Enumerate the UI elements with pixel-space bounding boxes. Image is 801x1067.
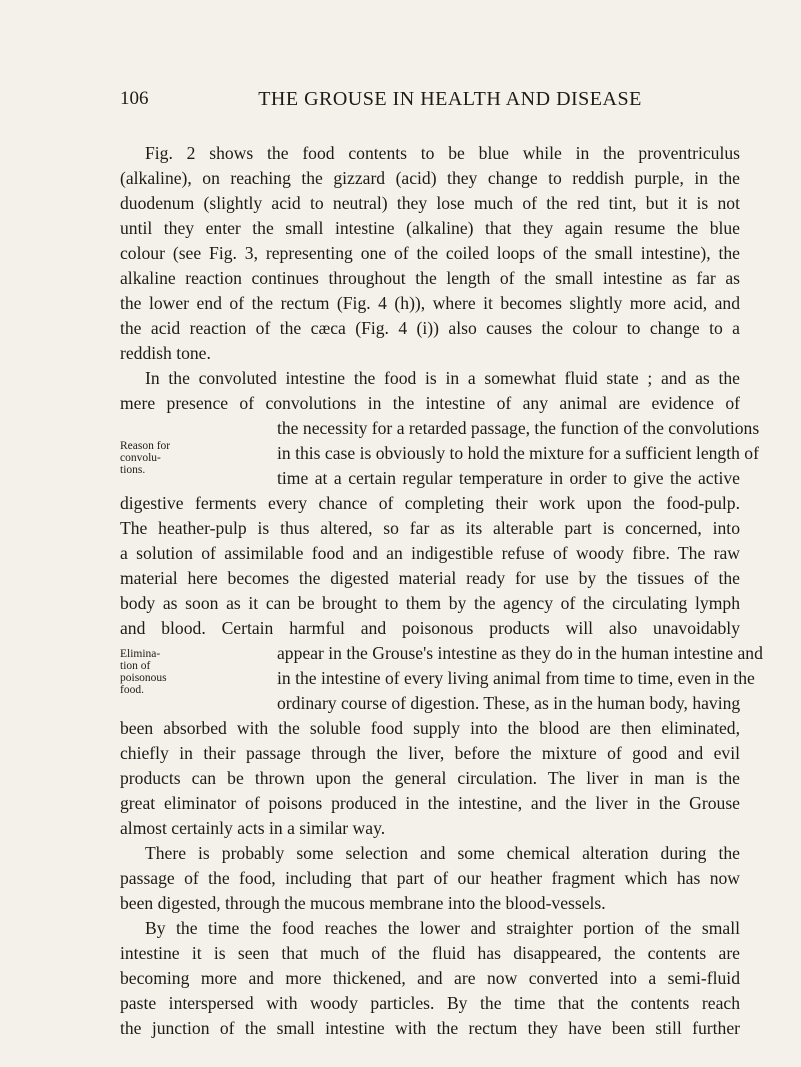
text-line: the lower end of the rectum (Fig. 4 (h)), where it becomes slightly more acid, and <box>120 293 740 313</box>
sidenote-line: food. <box>120 684 144 696</box>
page-number: 106 <box>120 88 149 109</box>
text-line: There is probably some selection and some chemical alteration during the <box>145 843 740 863</box>
running-title: THE GROUSE IN HEALTH AND DISEASE <box>258 88 642 110</box>
text-line: The heather-pulp is thus altered, so far as its alterable part is concerned, into <box>120 518 740 538</box>
text-line: almost certainly acts in a similar way. <box>120 818 386 838</box>
sidenote-elimination <box>120 648 167 696</box>
sidenote-line: poisonous <box>120 672 167 684</box>
text-line: great eliminator of poisons produced in the intestine, and the liver in the Grouse <box>120 793 740 813</box>
text-line: alkaline reaction continues throughout the length of the small intestine as far as <box>120 268 740 288</box>
text-line: a solution of assimilable food and an indigestible refuse of woody fibre. The raw <box>120 543 740 563</box>
text-line: in the intestine of every living animal from time to time, even in the <box>277 668 755 688</box>
text-line: By the time the food reaches the lower and straighter portion of the small <box>145 918 740 938</box>
text-line: products can be thrown upon the general circulation. The liver in man is the <box>120 768 740 788</box>
sidenote-line: convolu- <box>120 452 161 464</box>
sidenote-line: tions. <box>120 464 146 476</box>
text-line: until they enter the small intestine (alkaline) that they again resume the blue <box>120 218 740 238</box>
text-line: duodenum (slightly acid to neutral) they lose much of the red tint, but it is not <box>120 193 740 213</box>
text-line: in this case is obviously to hold the mixture for a sufficient length of <box>277 443 759 463</box>
text-line: reddish tone. <box>120 343 211 363</box>
text-line: appear in the Grouse's intestine as they do in the human intestine and <box>277 643 763 663</box>
text-line: body as soon as it can be brought to them by the agency of the circulating lymph <box>120 593 740 613</box>
sidenote-line: tion of <box>120 660 151 672</box>
text-line: paste interspersed with woody particles. By the time that the contents reach <box>120 993 740 1013</box>
text-line: becoming more and more thickened, and are now converted into a semi-fluid <box>120 968 740 988</box>
text-line: mere presence of convolutions in the intestine of any animal are evidence of <box>120 393 740 413</box>
text-line: chiefly in their passage through the liver, before the mixture of good and evil <box>120 743 740 763</box>
text-line: digestive ferments every chance of completing their work upon the food-pulp. <box>120 493 740 513</box>
text-line: and blood. Certain harmful and poisonous products will also unavoidably <box>120 618 740 638</box>
text-line: passage of the food, including that part of our heather fragment which has now <box>120 868 740 888</box>
text-line: Fig. 2 shows the food contents to be blue while in the proventriculus <box>145 143 740 163</box>
text-line: (alkaline), on reaching the gizzard (acid) they change to reddish purple, in the <box>120 168 740 188</box>
text-line: material here becomes the digested material ready for use by the tissues of the <box>120 568 740 588</box>
text-line: colour (see Fig. 3, representing one of the coiled loops of the small intestine), the <box>120 243 740 263</box>
sidenote-line: Reason for <box>120 440 171 452</box>
sidenote-line: Elimina- <box>120 648 161 660</box>
sidenote-convolutions <box>120 440 170 476</box>
text-line: intestine it is seen that much of the fluid has disappeared, the contents are <box>120 943 740 963</box>
text-line: time at a certain regular temperature in order to give the active <box>277 468 740 488</box>
text-line: the necessity for a retarded passage, the function of the convolutions <box>277 418 760 438</box>
page-header <box>120 88 740 118</box>
text-line: ordinary course of digestion. These, as in the human body, having <box>277 693 741 713</box>
text-line: been digested, through the mucous membrane into the blood-vessels. <box>120 893 606 913</box>
text-line: the junction of the small intestine with the rectum they have been still further <box>120 1018 740 1038</box>
text-line: the acid reaction of the cæca (Fig. 4 (i)) also causes the colour to change to a <box>120 318 740 338</box>
text-line: been absorbed with the soluble food supply into the blood are then eliminated, <box>120 718 740 738</box>
text-line: In the convoluted intestine the food is in a somewhat fluid state ; and as the <box>145 368 740 388</box>
